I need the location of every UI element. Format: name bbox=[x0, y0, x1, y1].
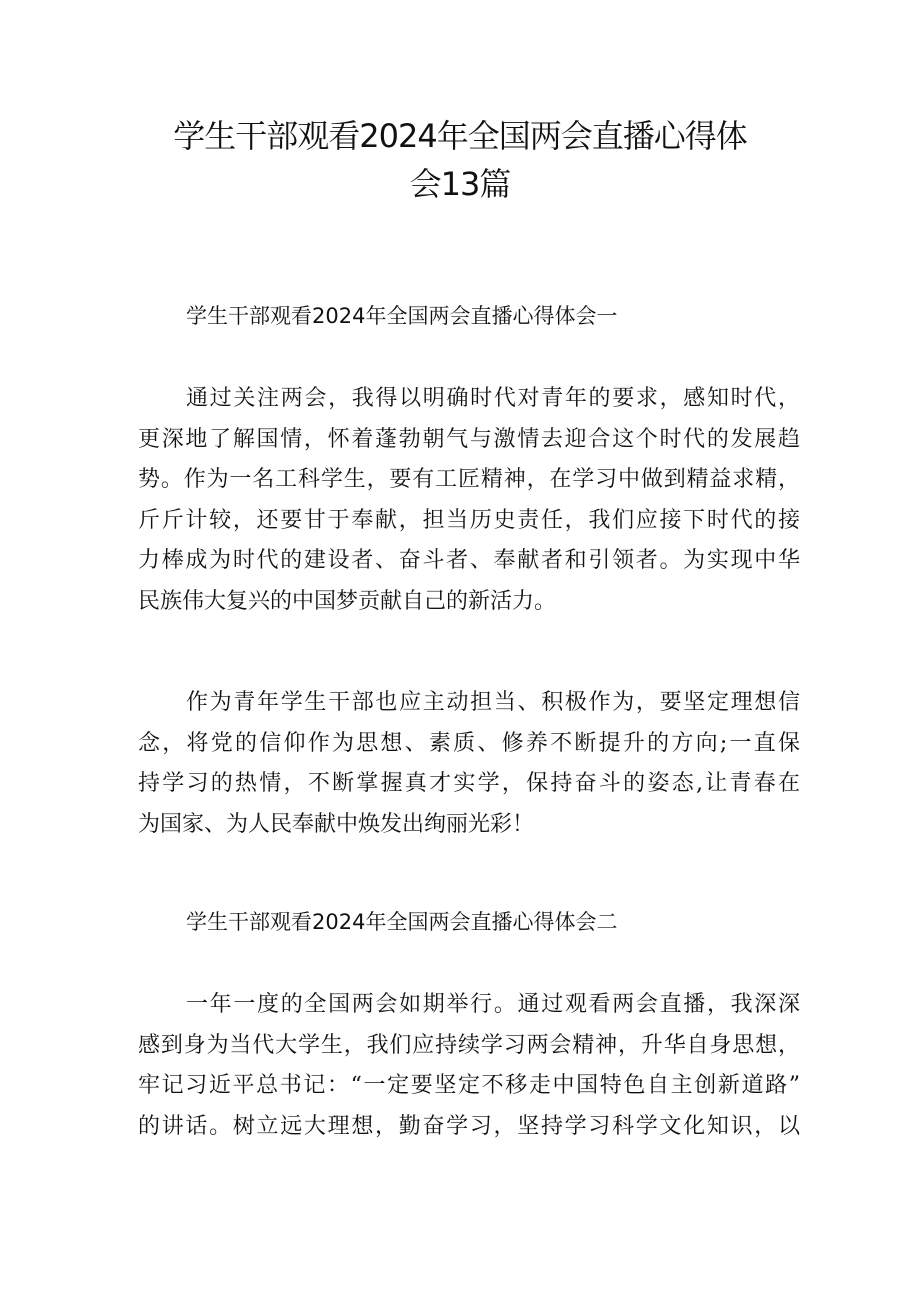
paragraph-line: 势。作为一名工科学生，要有工匠精神，在学习中做到精益求精， bbox=[138, 467, 800, 492]
paragraph-line: 民族伟大复兴的中国梦贡献自己的新活力。 bbox=[138, 588, 557, 614]
section-heading-2: 学生干部观看2024年全国两会直播心得体会二 bbox=[186, 910, 618, 934]
paragraph-line: 念，将党的信仰作为思想、素质、修养不断提升的方向;一直保 bbox=[138, 730, 800, 756]
paragraph-line: 更深地了解国情，怀着蓬勃朝气与激情去迎合这个时代的发展趋 bbox=[138, 426, 800, 452]
paragraph-line: 一年一度的全国两会如期举行。通过观看两会直播，我深深 bbox=[186, 992, 800, 1017]
document-title-line-2: 会13篇 bbox=[409, 165, 511, 203]
paragraph-line: 感到身为当代大学生，我们应持续学习两会精神，升华自身思想， bbox=[138, 1032, 800, 1058]
paragraph-line: 的讲话。树立远大理想，勤奋学习，坚持学习科学文化知识，以 bbox=[138, 1113, 800, 1139]
section-heading-1: 学生干部观看2024年全国两会直播心得体会一 bbox=[186, 304, 618, 328]
paragraph-line: 持学习的热情，不断掌握真才实学，保持奋斗的姿态,让青春在 bbox=[138, 771, 800, 796]
paragraph-line: 牢记习近平总书记：“一定要坚定不移走中国特色自主创新道路” bbox=[138, 1073, 800, 1098]
document-title-line-1: 学生干部观看2024年全国两会直播心得体 bbox=[173, 117, 747, 155]
document-title bbox=[130, 112, 790, 208]
paragraph-line: 作为青年学生干部也应主动担当、积极作为，要坚定理想信 bbox=[186, 690, 800, 715]
paragraph-line: 力棒成为时代的建设者、奋斗者、奉献者和引领者。为实现中华 bbox=[138, 548, 800, 573]
section-2-paragraph-1 bbox=[138, 985, 800, 1147]
paragraph-line: 为国家、为人民奉献中焕发出绚丽光彩！ bbox=[138, 811, 535, 837]
section-1-paragraph-2 bbox=[138, 683, 800, 845]
section-1-paragraph-1 bbox=[138, 379, 800, 622]
paragraph-line: 通过关注两会，我得以明确时代对青年的要求，感知时代， bbox=[186, 386, 800, 411]
paragraph-line: 斤斤计较，还要甘于奉献，担当历史责任，我们应接下时代的接 bbox=[138, 507, 800, 533]
